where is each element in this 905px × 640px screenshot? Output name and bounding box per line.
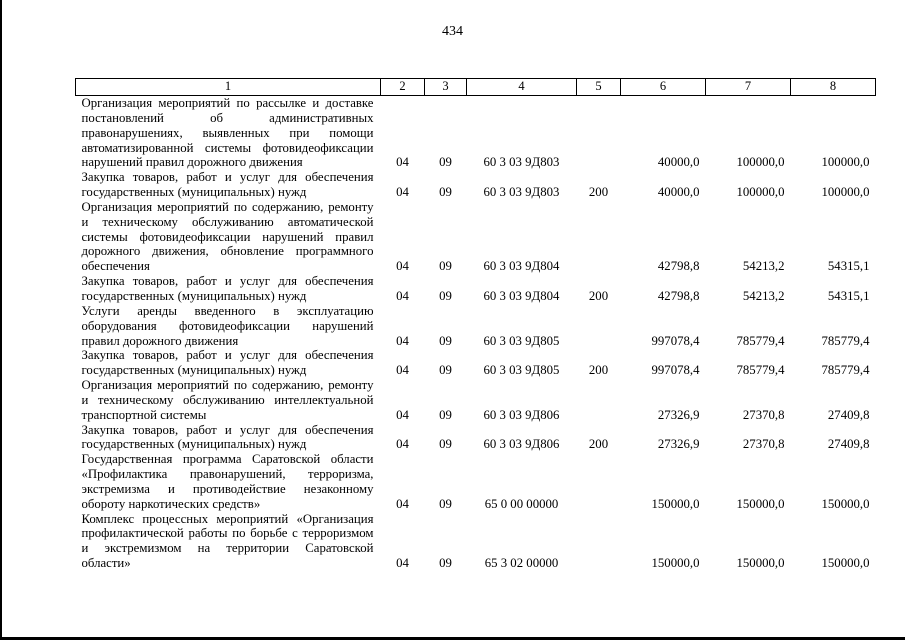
row-value: 04: [396, 437, 409, 452]
row-description: Закупка товаров, работ и услуг для обеспечения государственных (муниципальных) нужд: [81, 274, 374, 303]
row-value: [577, 512, 621, 571]
row-value: [577, 452, 621, 511]
row-value: [577, 378, 621, 423]
row-value: 09: [439, 437, 452, 452]
row-value: 785779,4: [736, 333, 785, 348]
row-value: [577, 96, 621, 171]
row-value: 150000,0: [651, 556, 700, 571]
row-value: 09: [439, 155, 452, 170]
row-value: [577, 200, 621, 274]
table-row: [76, 170, 876, 200]
row-value: 100000,0: [821, 185, 870, 200]
row-value: 200: [588, 437, 609, 452]
row-value: 60 3 03 9Д805: [483, 333, 560, 348]
row-value: 27370,8: [742, 437, 785, 452]
row-value: 60 3 03 9Д803: [483, 155, 560, 170]
row-value: 09: [439, 185, 452, 200]
row-value: 60 3 03 9Д803: [483, 185, 560, 200]
row-description: Государственная программа Саратовской области «Профилактика правонарушений, терроризма, экстремизма и противодействие незаконному обороту наркотических средств»: [81, 452, 374, 511]
row-value: 100000,0: [736, 185, 785, 200]
row-description: Услуги аренды введенного в эксплуатацию оборудования фотовидеофиксации нарушений правил дорожного движения: [81, 303, 374, 348]
row-description: Организация мероприятий по содержанию, ремонту и техническому обслуживанию автоматической системы фотовидеофиксации нарушений правил дорожного движения, обновление программного обеспечения: [81, 199, 374, 274]
row-value: 04: [396, 556, 409, 571]
table-header-row: [76, 79, 876, 96]
row-value: 27326,9: [657, 437, 700, 452]
row-value: 60 3 03 9Д806: [483, 437, 560, 452]
row-value: 785779,4: [821, 333, 870, 348]
row-value: 997078,4: [651, 333, 700, 348]
table-row: [76, 452, 876, 511]
row-value: 09: [439, 407, 452, 422]
row-value: 54315,1: [827, 288, 870, 303]
row-value: 785779,4: [736, 363, 785, 378]
row-value: 200: [588, 185, 609, 200]
row-value: 42798,8: [657, 288, 700, 303]
row-description: Организация мероприятий по рассылке и доставке постановлений об административных правонарушениях, выявленных при помощи автоматизированной системы фотовидеофиксации нарушений правил дорожного движения: [81, 96, 374, 170]
row-value: 04: [396, 333, 409, 348]
column-header: 2: [381, 79, 425, 96]
row-value: 54213,2: [742, 288, 785, 303]
row-description: Закупка товаров, работ и услуг для обеспечения государственных (муниципальных) нужд: [81, 348, 374, 378]
row-description: Комплекс процессных мероприятий «Организация профилактической работы по борьбе с терроризмом и экстремизмом на территории Саратовской области»: [81, 511, 374, 571]
row-value: 60 3 03 9Д804: [483, 288, 560, 303]
row-value: 09: [439, 496, 452, 511]
row-value: 60 3 03 9Д806: [483, 407, 560, 422]
row-value: 150000,0: [736, 556, 785, 571]
column-header: 7: [706, 79, 791, 96]
row-value: 65 0 00 00000: [484, 496, 559, 511]
budget-table: [75, 78, 876, 571]
row-value: 150000,0: [736, 496, 785, 511]
row-value: 60 3 03 9Д805: [483, 363, 560, 378]
row-value: 04: [396, 288, 409, 303]
column-header: 1: [76, 79, 381, 96]
row-value: 09: [439, 259, 452, 274]
row-value: 100000,0: [821, 155, 870, 170]
column-header: 5: [577, 79, 621, 96]
row-value: 42798,8: [657, 259, 700, 274]
page-number: 434: [442, 24, 463, 39]
table-body: [76, 96, 876, 572]
row-value: 200: [588, 363, 609, 378]
table-row: [76, 512, 876, 571]
row-value: [577, 304, 621, 349]
row-value: 04: [396, 155, 409, 170]
column-header: 6: [621, 79, 706, 96]
row-value: 09: [439, 333, 452, 348]
row-value: 04: [396, 185, 409, 200]
row-value: 04: [396, 407, 409, 422]
row-value: 04: [396, 259, 409, 274]
row-value: 27409,8: [827, 437, 870, 452]
row-value: 09: [439, 363, 452, 378]
table-row: [76, 378, 876, 423]
column-header: 8: [791, 79, 876, 96]
row-value: 997078,4: [651, 363, 700, 378]
column-header: 3: [425, 79, 467, 96]
row-value: 27409,8: [827, 407, 870, 422]
row-value: 40000,0: [657, 185, 700, 200]
row-value: 54213,2: [742, 259, 785, 274]
row-value: 60 3 03 9Д804: [483, 259, 560, 274]
row-value: 54315,1: [827, 259, 870, 274]
row-value: 04: [396, 496, 409, 511]
row-value: 200: [588, 288, 609, 303]
row-value: 150000,0: [821, 556, 870, 571]
column-header: 4: [467, 79, 577, 96]
row-description: Закупка товаров, работ и услуг для обеспечения государственных (муниципальных) нужд: [81, 422, 374, 452]
table-row: [76, 423, 876, 453]
row-value: 150000,0: [821, 496, 870, 511]
row-description: Организация мероприятий по содержанию, ремонту и техническому обслуживанию интеллектуальной транспортной системы: [81, 378, 374, 422]
row-value: 27370,8: [742, 407, 785, 422]
row-description: Закупка товаров, работ и услуг для обеспечения государственных (муниципальных) нужд: [81, 170, 374, 200]
table-row: [76, 96, 876, 171]
table-row: [76, 274, 876, 304]
table-row: [76, 304, 876, 349]
row-value: 65 3 02 00000: [484, 556, 559, 571]
page-left-edge-line: [0, 0, 2, 640]
row-value: 40000,0: [657, 155, 700, 170]
table-row: [76, 348, 876, 378]
row-value: 09: [439, 288, 452, 303]
row-value: 04: [396, 363, 409, 378]
row-value: 100000,0: [736, 155, 785, 170]
row-value: 09: [439, 556, 452, 571]
table-row: [76, 200, 876, 274]
row-value: 785779,4: [821, 363, 870, 378]
row-value: 27326,9: [657, 407, 700, 422]
row-value: 150000,0: [651, 496, 700, 511]
